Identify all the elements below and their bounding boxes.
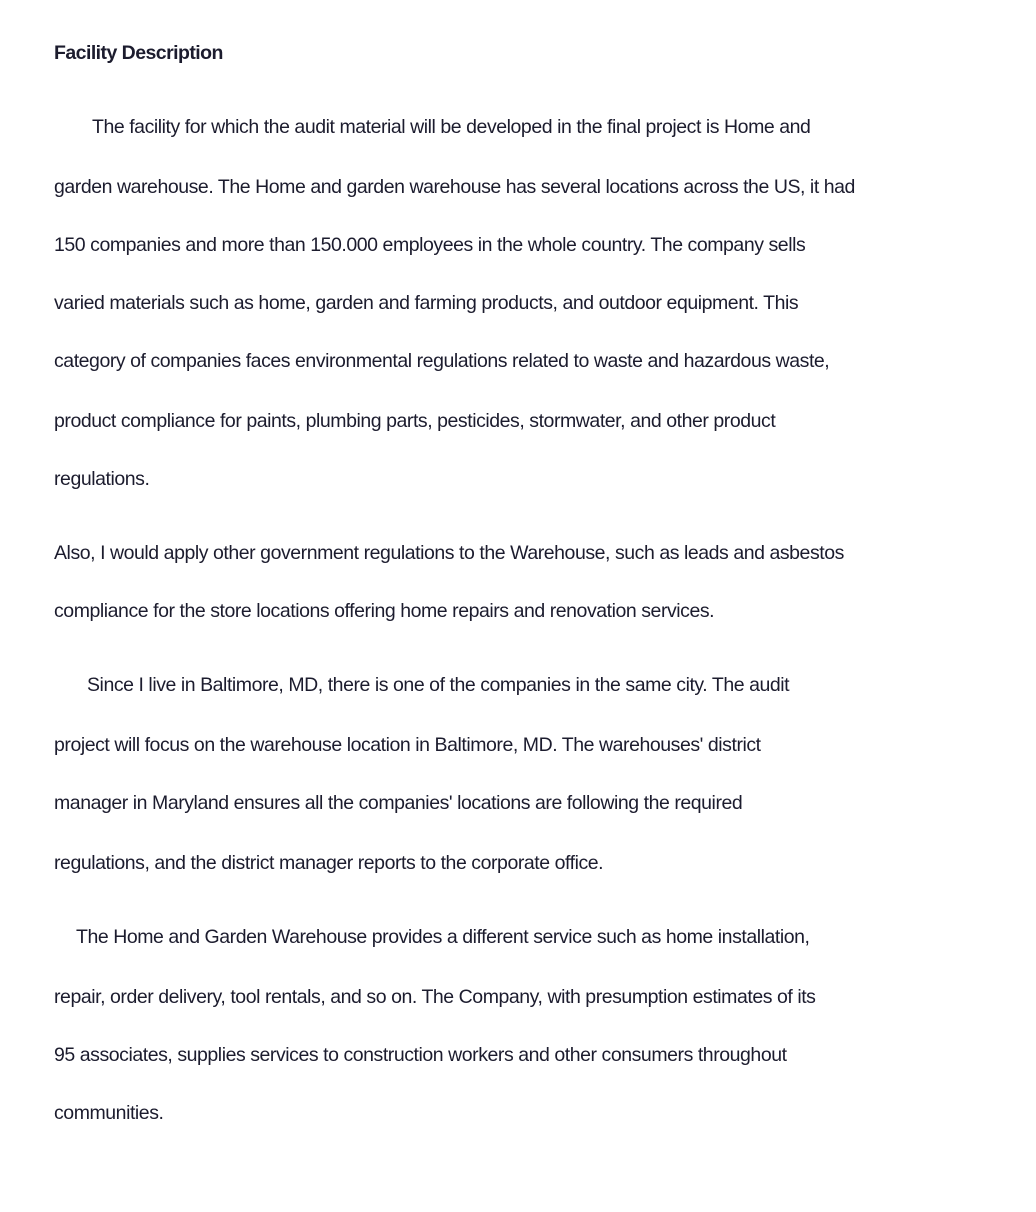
text-line: category of companies faces environmental regulations related to waste and hazardous waste, <box>54 350 830 372</box>
text-line: regulations, and the district manager reports to the corporate office. <box>54 852 604 874</box>
text-line: product compliance for paints, plumbing parts, pesticides, stormwater, and other product <box>54 410 776 432</box>
text-line: garden warehouse. The Home and garden warehouse has several locations across the US, it had <box>54 176 855 198</box>
text-line: manager in Maryland ensures all the companies' locations are following the required <box>54 792 743 814</box>
text-line: project will focus on the warehouse location in Baltimore, MD. The warehouses' district <box>54 734 761 756</box>
section-heading: Facility Description <box>54 42 223 64</box>
text-line: compliance for the store locations offering home repairs and renovation services. <box>54 600 715 622</box>
text-line: 150 companies and more than 150.000 employees in the whole country. The company sells <box>54 234 806 256</box>
text-line: repair, order delivery, tool rentals, and so on. The Company, with presumption estimates of its <box>54 986 816 1008</box>
text-line: The Home and Garden Warehouse provides a different service such as home installation, <box>76 926 810 948</box>
text-line: Also, I would apply other government regulations to the Warehouse, such as leads and asbestos <box>54 542 844 564</box>
text-line: communities. <box>54 1102 164 1124</box>
text-line: varied materials such as home, garden and farming products, and outdoor equipment. This <box>54 292 799 314</box>
text-line: Since I live in Baltimore, MD, there is one of the companies in the same city. The audit <box>87 674 790 696</box>
text-line: 95 associates, supplies services to construction workers and other consumers throughout <box>54 1044 787 1066</box>
text-line: The facility for which the audit material will be developed in the final project is Home and <box>92 116 811 138</box>
text-line: regulations. <box>54 468 150 490</box>
